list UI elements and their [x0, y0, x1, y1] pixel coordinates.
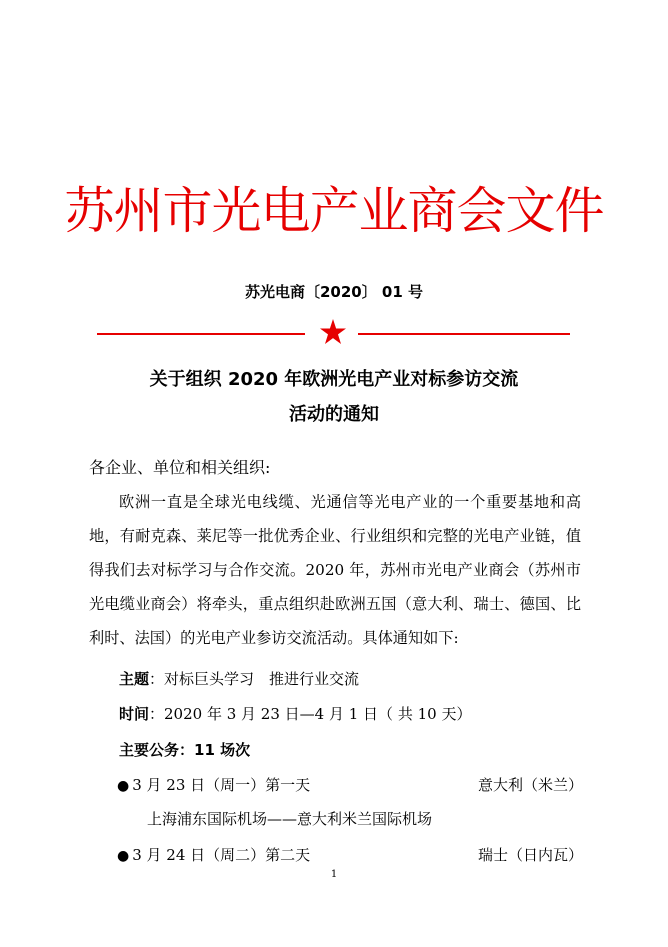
red-rule-left	[97, 333, 305, 335]
document-number: 苏光电商〔2020〕 01 号	[244, 283, 424, 301]
schedule-day: 3 月 23 日（周一）第一天	[132, 776, 311, 794]
time-line	[119, 701, 471, 727]
schedule-location: 瑞士（日内瓦）	[477, 846, 583, 864]
schedule-item	[117, 842, 583, 869]
time-value: ：2020 年 3 月 23 日—4 月 1 日（ 共 10 天）	[149, 705, 472, 723]
page-number: 1	[330, 869, 338, 880]
schedule-item	[117, 772, 583, 799]
body-paragraph: 欧洲一直是全球光电线缆、光通信等光电产业的一个重要基地和高地，有耐克森、莱尼等一批优秀企业、行业组织和完整的光电产业链，值得我们去对标学习与合作交流。2020 年，苏州市光电产业商会（苏州市光电缆业商会）将牵头，重点组织赴欧洲五国（意大利、瑞士、德国、比利时、法国）的光电产业参访交流活动。具体通知如下:	[89, 493, 581, 647]
theme-label: 主题	[119, 670, 150, 688]
org-headline: 苏州市光电产业商会文件	[64, 182, 604, 240]
salutation: 各企业、单位和相关组织:	[89, 458, 271, 477]
notice-title-line2: 活动的通知	[289, 404, 379, 425]
theme-line	[119, 666, 359, 692]
notice-title-line1: 关于组织 2020 年欧洲光电产业对标参访交流	[149, 369, 519, 390]
schedule-day-wrap	[117, 772, 310, 799]
schedule-day-wrap	[117, 842, 310, 869]
visits-line	[119, 737, 250, 763]
time-label: 时间	[119, 705, 150, 723]
schedule-location: 意大利（米兰）	[477, 776, 583, 794]
schedule-day: 3 月 24 日（周二）第二天	[132, 846, 311, 864]
theme-value: ：对标巨头学习 推进行业交流	[149, 670, 360, 688]
bullet-icon: ●	[117, 778, 130, 794]
schedule-route: 上海浦东国际机场——意大利米兰国际机场	[147, 810, 433, 828]
visits-label: 主要公务	[119, 741, 180, 759]
star-icon	[319, 318, 347, 346]
visits-value: ：11 场次	[179, 741, 251, 759]
red-rule-right	[358, 333, 570, 335]
bullet-icon: ●	[117, 848, 130, 864]
